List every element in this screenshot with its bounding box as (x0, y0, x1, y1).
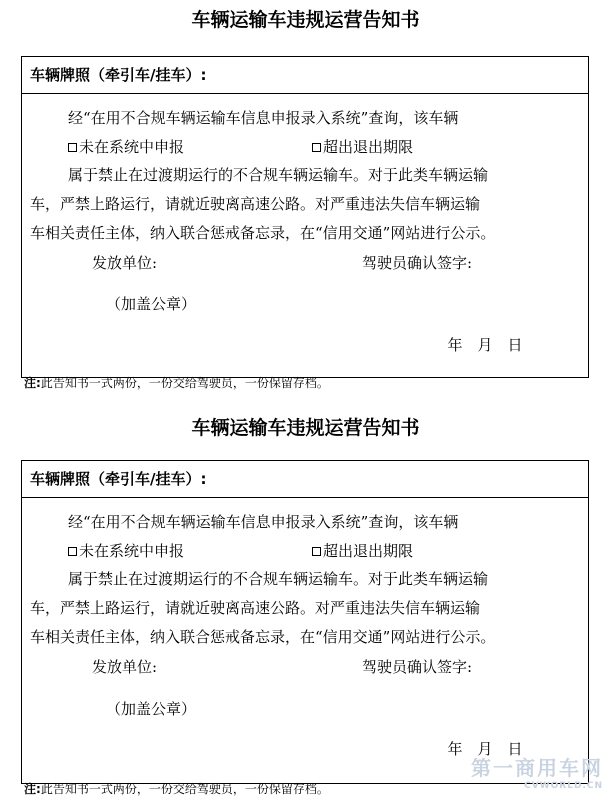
notice-form (21, 460, 589, 784)
watermark-sub: CVWORLD.CN (524, 781, 603, 791)
notice-form (21, 56, 589, 378)
option-label: 超出退出期限 (323, 542, 414, 560)
footnote (24, 781, 329, 797)
notice-body (22, 498, 588, 783)
note-label: 注: (24, 782, 41, 796)
seal-note: （加盖公章） (106, 700, 197, 718)
option-not-declared[interactable] (68, 540, 184, 562)
body-line: 属于禁止在过渡期运行的不合规车辆运输车。对于此类车辆运输 (68, 166, 489, 184)
plate-label: 车辆牌照（牵引车/挂车）: (22, 461, 588, 498)
body-line: 车，严禁上路运行，请就近驶离高速公路。对严重违法失信车辆运输 (30, 599, 481, 617)
issuer-label: 发放单位: (92, 254, 158, 272)
option-overdue[interactable] (312, 136, 413, 158)
checkbox-icon[interactable] (312, 547, 321, 556)
date-field: 年 月 日 (447, 336, 523, 354)
watermark-logo (471, 752, 603, 791)
option-not-declared[interactable] (68, 136, 184, 158)
driver-signature-label: 驾驶员确认签字: (362, 658, 473, 676)
notice-body (22, 94, 588, 377)
checkbox-icon[interactable] (68, 547, 77, 556)
notice-title: 车辆运输车违规运营告知书 (191, 9, 420, 31)
checkbox-icon[interactable] (68, 143, 77, 152)
plate-label: 车辆牌照（牵引车/挂车）: (22, 57, 588, 94)
note-text: 此告知书一式两份，一份交给驾驶员，一份保留存档。 (40, 376, 329, 390)
date-field: 年 月 日 (447, 740, 523, 758)
intro-text: 经“在用不合规车辆运输车信息申报录入系统”查询，该车辆 (68, 513, 459, 531)
intro-text: 经“在用不合规车辆运输车信息申报录入系统”查询，该车辆 (68, 109, 459, 127)
body-line: 属于禁止在过渡期运行的不合规车辆运输车。对于此类车辆运输 (68, 570, 489, 588)
issuer-label: 发放单位: (92, 658, 158, 676)
driver-signature-label: 驾驶员确认签字: (362, 254, 473, 272)
footnote (24, 375, 329, 391)
note-text: 此告知书一式两份，一份交给驾驶员，一份保留存档。 (40, 782, 329, 796)
option-overdue[interactable] (312, 540, 413, 562)
option-label: 超出退出期限 (323, 138, 414, 156)
watermark-text: 第一商用车网 (471, 756, 603, 780)
notice-title: 车辆运输车违规运营告知书 (191, 417, 420, 439)
body-line: 车，严禁上路运行，请就近驶离高速公路。对严重违法失信车辆运输 (30, 195, 481, 213)
body-line: 车相关责任主体，纳入联合惩戒备忘录，在“信用交通”网站进行公示。 (30, 224, 496, 242)
body-line: 车相关责任主体，纳入联合惩戒备忘录，在“信用交通”网站进行公示。 (30, 628, 496, 646)
note-label: 注: (24, 376, 41, 390)
option-label: 未在系统中申报 (79, 542, 185, 560)
seal-note: （加盖公章） (106, 295, 197, 313)
option-label: 未在系统中申报 (79, 138, 185, 156)
checkbox-icon[interactable] (312, 143, 321, 152)
